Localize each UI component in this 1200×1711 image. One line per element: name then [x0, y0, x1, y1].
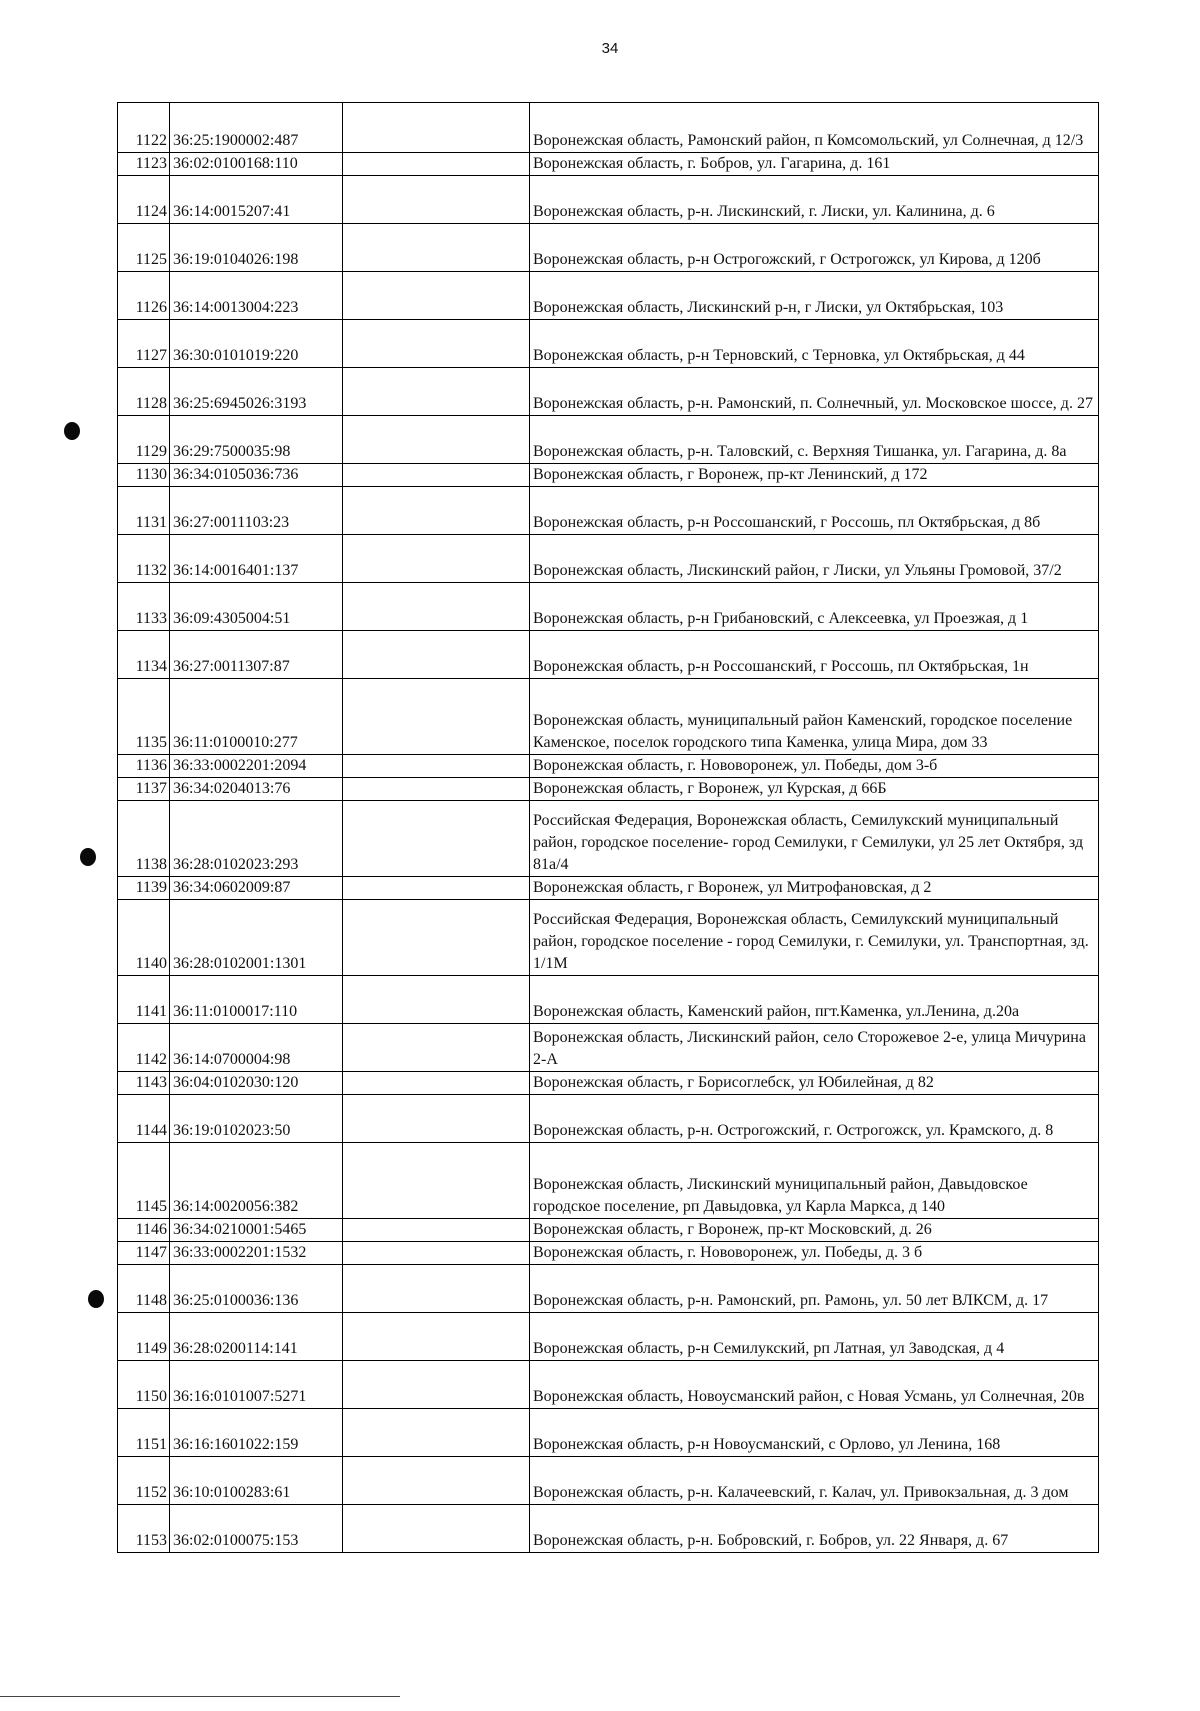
cadastral-number: 36:25:6945026:3193 [170, 368, 343, 416]
address-cell: Воронежская область, г Борисоглебск, ул Юбилейная, д 82 [530, 1072, 1099, 1095]
table-row [118, 368, 1099, 416]
table-row [118, 1505, 1099, 1553]
address-cell: Воронежская область, Рамонский район, п Комсомольский, ул Солнечная, д 12/3 [530, 103, 1099, 153]
address-cell: Воронежская область, р-н. Калачеевский, г. Калач, ул. Привокзальная, д. 3 дом [530, 1457, 1099, 1505]
row-number: 1148 [118, 1265, 170, 1313]
empty-cell [343, 1242, 530, 1265]
table-row [118, 1095, 1099, 1143]
table-row [118, 900, 1099, 976]
cadastral-number: 36:34:0210001:5465 [170, 1219, 343, 1242]
table-row [118, 224, 1099, 272]
cadastral-number: 36:25:1900002:487 [170, 103, 343, 153]
empty-cell [343, 535, 530, 583]
empty-cell [343, 176, 530, 224]
empty-cell [343, 1457, 530, 1505]
empty-cell [343, 153, 530, 176]
cadastral-number: 36:02:0100075:153 [170, 1505, 343, 1553]
address-cell: Воронежская область, р-н Семилукский, рп Латная, ул Заводская, д 4 [530, 1313, 1099, 1361]
address-cell: Воронежская область, г. Бобров, ул. Гагарина, д. 161 [530, 153, 1099, 176]
cadastral-number: 36:14:0016401:137 [170, 535, 343, 583]
table-row [118, 1265, 1099, 1313]
row-number: 1138 [118, 801, 170, 877]
cadastral-number: 36:19:0104026:198 [170, 224, 343, 272]
punch-hole-mark [88, 1290, 104, 1308]
cadastral-number: 36:11:0100017:110 [170, 976, 343, 1024]
address-cell: Воронежская область, р-н. Рамонский, рп. Рамонь, ул. 50 лет ВЛКСМ, д. 17 [530, 1265, 1099, 1313]
cadastral-number: 36:33:0002201:2094 [170, 755, 343, 778]
row-number: 1135 [118, 679, 170, 755]
row-number: 1151 [118, 1409, 170, 1457]
table-row [118, 1409, 1099, 1457]
table-row [118, 1361, 1099, 1409]
empty-cell [343, 368, 530, 416]
address-cell: Воронежская область, г Воронеж, ул Курская, д 66Б [530, 778, 1099, 801]
table-row [118, 583, 1099, 631]
row-number: 1126 [118, 272, 170, 320]
table-row [118, 176, 1099, 224]
row-number: 1130 [118, 464, 170, 487]
address-cell: Воронежская область, Лискинский р-н, г Лиски, ул Октябрьская, 103 [530, 272, 1099, 320]
cadastral-number: 36:30:0101019:220 [170, 320, 343, 368]
empty-cell [343, 1361, 530, 1409]
empty-cell [343, 103, 530, 153]
bottom-rule [0, 1696, 400, 1697]
address-cell: Воронежская область, р-н. Лискинский, г. Лиски, ул. Калинина, д. 6 [530, 176, 1099, 224]
table-row [118, 801, 1099, 877]
address-cell: Воронежская область, г Воронеж, ул Митрофановская, д 2 [530, 877, 1099, 900]
row-number: 1149 [118, 1313, 170, 1361]
cadastral-number: 36:16:1601022:159 [170, 1409, 343, 1457]
row-number: 1141 [118, 976, 170, 1024]
empty-cell [343, 416, 530, 464]
row-number: 1137 [118, 778, 170, 801]
cadastral-number: 36:34:0105036:736 [170, 464, 343, 487]
empty-cell [343, 464, 530, 487]
punch-hole-mark [80, 848, 96, 866]
address-cell: Воронежская область, Каменский район, пгт.Каменка, ул.Ленина, д.20а [530, 976, 1099, 1024]
table-row [118, 1242, 1099, 1265]
address-cell: Воронежская область, г Воронеж, пр-кт Московский, д. 26 [530, 1219, 1099, 1242]
empty-cell [343, 1072, 530, 1095]
table-row [118, 416, 1099, 464]
empty-cell [343, 1409, 530, 1457]
cadastral-number: 36:33:0002201:1532 [170, 1242, 343, 1265]
table-row [118, 1072, 1099, 1095]
address-cell: Воронежская область, Лискинский муниципальный район, Давыдовское городское поселение, рп Давыдовка, ул Карла Маркса, д 140 [530, 1143, 1099, 1219]
table-row [118, 1313, 1099, 1361]
empty-cell [343, 1024, 530, 1072]
table-row [118, 1024, 1099, 1072]
address-cell: Воронежская область, г. Нововоронеж, ул. Победы, дом 3-б [530, 755, 1099, 778]
address-cell: Российская Федерация, Воронежская область, Семилукский муниципальный район, городское поселение- город Семилуки, г Семилуки, ул 25 лет Октября, зд 81а/4 [530, 801, 1099, 877]
row-number: 1136 [118, 755, 170, 778]
page-number: 34 [601, 40, 619, 57]
row-number: 1152 [118, 1457, 170, 1505]
empty-cell [343, 1143, 530, 1219]
empty-cell [343, 320, 530, 368]
row-number: 1144 [118, 1095, 170, 1143]
row-number: 1146 [118, 1219, 170, 1242]
row-number: 1131 [118, 487, 170, 535]
empty-cell [343, 877, 530, 900]
row-number: 1140 [118, 900, 170, 976]
cadastral-number: 36:27:0011103:23 [170, 487, 343, 535]
table-row [118, 487, 1099, 535]
empty-cell [343, 1313, 530, 1361]
table-row [118, 1143, 1099, 1219]
table-row [118, 1457, 1099, 1505]
cadastral-number: 36:11:0100010:277 [170, 679, 343, 755]
table-row [118, 877, 1099, 900]
cadastral-number: 36:27:0011307:87 [170, 631, 343, 679]
address-cell: Воронежская область, Лискинский район, село Сторожевое 2-е, улица Мичурина 2-А [530, 1024, 1099, 1072]
table-row [118, 778, 1099, 801]
cadastral-number: 36:14:0015207:41 [170, 176, 343, 224]
empty-cell [343, 755, 530, 778]
row-number: 1142 [118, 1024, 170, 1072]
empty-cell [343, 801, 530, 877]
cadastral-number: 36:34:0602009:87 [170, 877, 343, 900]
address-cell: Воронежская область, р-н Россошанский, г Россошь, пл Октябрьская, 1н [530, 631, 1099, 679]
cadastral-number: 36:29:7500035:98 [170, 416, 343, 464]
row-number: 1129 [118, 416, 170, 464]
empty-cell [343, 778, 530, 801]
cadastral-number: 36:16:0101007:5271 [170, 1361, 343, 1409]
address-cell: Воронежская область, р-н. Острогожский, г. Острогожск, ул. Крамского, д. 8 [530, 1095, 1099, 1143]
cadastral-number: 36:10:0100283:61 [170, 1457, 343, 1505]
row-number: 1122 [118, 103, 170, 153]
row-number: 1125 [118, 224, 170, 272]
row-number: 1153 [118, 1505, 170, 1553]
empty-cell [343, 1265, 530, 1313]
empty-cell [343, 1095, 530, 1143]
address-cell: Воронежская область, р-н Грибановский, с Алексеевка, ул Проезжая, д 1 [530, 583, 1099, 631]
cadastral-number: 36:14:0020056:382 [170, 1143, 343, 1219]
table-row [118, 464, 1099, 487]
empty-cell [343, 272, 530, 320]
row-number: 1145 [118, 1143, 170, 1219]
address-cell: Воронежская область, г Воронеж, пр-кт Ленинский, д 172 [530, 464, 1099, 487]
empty-cell [343, 583, 530, 631]
table-row [118, 631, 1099, 679]
address-cell: Воронежская область, Новоусманский район, с Новая Усмань, ул Солнечная, 20в [530, 1361, 1099, 1409]
cadastral-number: 36:02:0100168:110 [170, 153, 343, 176]
registry-table-body [118, 103, 1099, 1553]
address-cell: Воронежская область, р-н Новоусманский, с Орлово, ул Ленина, 168 [530, 1409, 1099, 1457]
table-row [118, 755, 1099, 778]
empty-cell [343, 1219, 530, 1242]
row-number: 1150 [118, 1361, 170, 1409]
row-number: 1134 [118, 631, 170, 679]
cadastral-number: 36:09:4305004:51 [170, 583, 343, 631]
address-cell: Воронежская область, г. Нововоронеж, ул. Победы, д. 3 б [530, 1242, 1099, 1265]
row-number: 1127 [118, 320, 170, 368]
row-number: 1133 [118, 583, 170, 631]
table-row [118, 320, 1099, 368]
table-row [118, 153, 1099, 176]
empty-cell [343, 631, 530, 679]
cadastral-number: 36:19:0102023:50 [170, 1095, 343, 1143]
empty-cell [343, 487, 530, 535]
address-cell: Воронежская область, р-н. Рамонский, п. Солнечный, ул. Московское шоссе, д. 27 [530, 368, 1099, 416]
table-row [118, 1219, 1099, 1242]
table-row [118, 103, 1099, 153]
table-row [118, 272, 1099, 320]
row-number: 1124 [118, 176, 170, 224]
empty-cell [343, 976, 530, 1024]
table-row [118, 679, 1099, 755]
address-cell: Российская Федерация, Воронежская область, Семилукский муниципальный район, городское поселение - город Семилуки, г. Семилуки, ул. Транспортная, зд. 1/1М [530, 900, 1099, 976]
address-cell: Воронежская область, р-н. Таловский, с. Верхняя Тишанка, ул. Гагарина, д. 8а [530, 416, 1099, 464]
row-number: 1147 [118, 1242, 170, 1265]
address-cell: Воронежская область, р-н. Бобровский, г. Бобров, ул. 22 Января, д. 67 [530, 1505, 1099, 1553]
address-cell: Воронежская область, Лискинский район, г Лиски, ул Ульяны Громовой, 37/2 [530, 535, 1099, 583]
address-cell: Воронежская область, р-н Терновский, с Терновка, ул Октябрьская, д 44 [530, 320, 1099, 368]
address-cell: Воронежская область, р-н Россошанский, г Россошь, пл Октябрьская, д 8б [530, 487, 1099, 535]
punch-hole-mark [64, 422, 80, 440]
cadastral-number: 36:14:0013004:223 [170, 272, 343, 320]
cadastral-number: 36:28:0102001:1301 [170, 900, 343, 976]
empty-cell [343, 1505, 530, 1553]
empty-cell [343, 679, 530, 755]
cadastral-number: 36:28:0200114:141 [170, 1313, 343, 1361]
empty-cell [343, 224, 530, 272]
registry-table [117, 102, 1099, 1553]
address-cell: Воронежская область, р-н Острогожский, г Острогожск, ул Кирова, д 120б [530, 224, 1099, 272]
row-number: 1123 [118, 153, 170, 176]
cadastral-number: 36:28:0102023:293 [170, 801, 343, 877]
cadastral-number: 36:25:0100036:136 [170, 1265, 343, 1313]
empty-cell [343, 900, 530, 976]
address-cell: Воронежская область, муниципальный район Каменский, городское поселение Каменское, поселок городского типа Каменка, улица Мира, дом 33 [530, 679, 1099, 755]
table-row [118, 976, 1099, 1024]
cadastral-number: 36:04:0102030:120 [170, 1072, 343, 1095]
cadastral-number: 36:34:0204013:76 [170, 778, 343, 801]
table-row [118, 535, 1099, 583]
cadastral-number: 36:14:0700004:98 [170, 1024, 343, 1072]
row-number: 1139 [118, 877, 170, 900]
row-number: 1132 [118, 535, 170, 583]
row-number: 1128 [118, 368, 170, 416]
row-number: 1143 [118, 1072, 170, 1095]
